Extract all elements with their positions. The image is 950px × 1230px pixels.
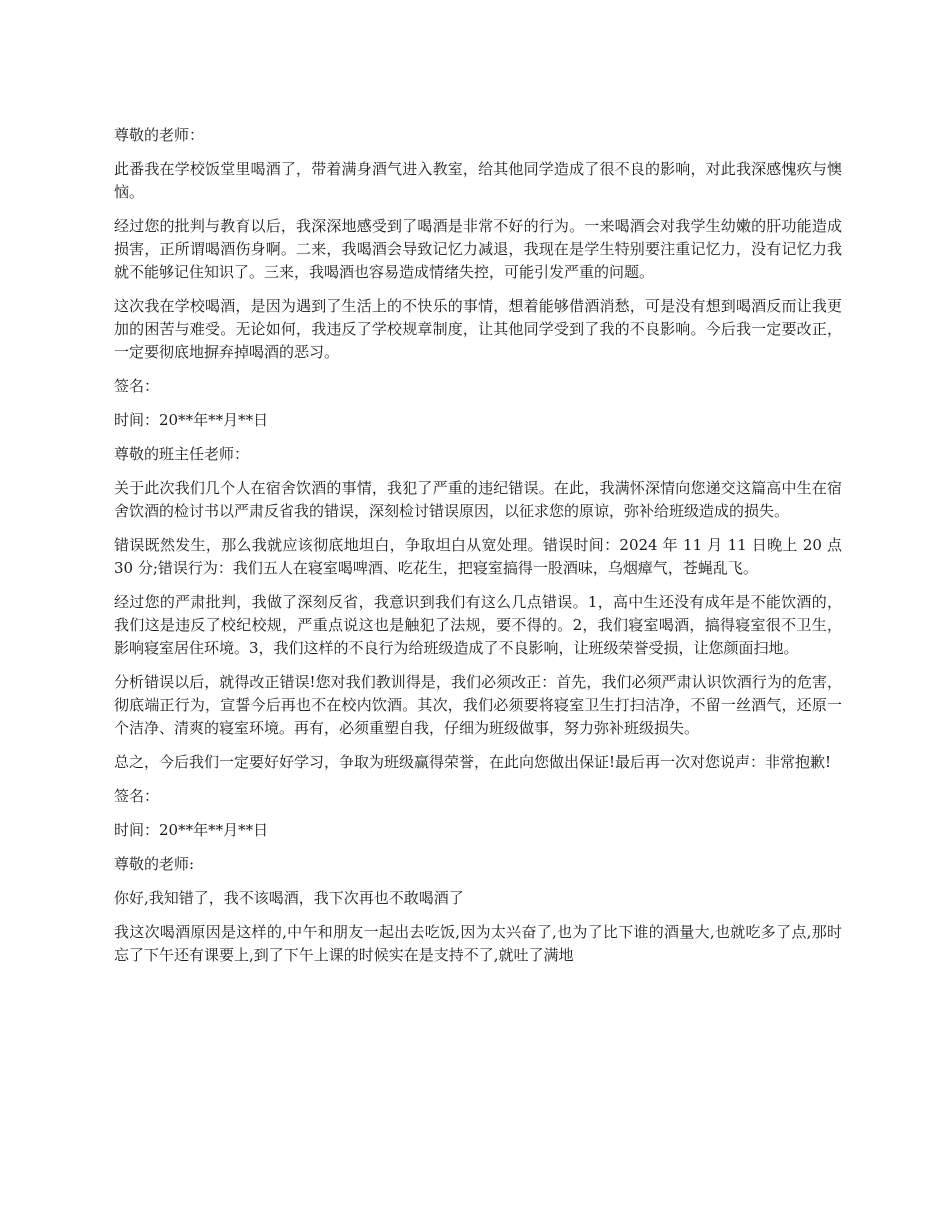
- letter1-paragraph-2: 经过您的批判与教育以后，我深深地感受到了喝酒是非常不好的行为。一来喝酒会对我学生幼嫩的肝功能造成损害，正所谓喝酒伤身啊。二来，我喝酒会导致记忆力减退，我现在是学生特别要注重记忆力，没有记忆力我就不能够记住知识了。三来，我喝酒也容易造成情绪失控，可能引发严重的问题。: [114, 217, 842, 281]
- letter1-salutation: 尊敬的老师：: [114, 126, 205, 144]
- letter3-paragraph-2: 我这次喝酒原因是这样的,中午和朋友一起出去吃饭,因为太兴奋了,也为了比下谁的酒量大,也就吃多了点,那时忘了下午还有课要上,到了下午上课的时候实在是支持不了,就吐了满地: [114, 923, 842, 964]
- letter1-date: 时间：20**年**月**日: [114, 411, 269, 429]
- letter1-signature: 签名：: [114, 377, 160, 395]
- letter3-salutation: 尊敬的老师:: [114, 855, 195, 873]
- letter2-paragraph-2: 错误既然发生，那么我就应该彻底地坦白，争取坦白从宽处理。错误时间：2024 年 11 月 11 日晚上 20 点 30 分;错误行为：我们五人在寝室喝啤酒、吃花生，把寝室搞得一股酒味，乌烟瘴气，苍蝇乱飞。: [114, 536, 842, 577]
- letter1-paragraph-3: 这次我在学校喝酒，是因为遇到了生活上的不快乐的事情，想着能够借酒消愁，可是没有想到喝酒反而让我更加的困苦与难受。无论如何，我违反了学校规章制度，让其他同学受到了我的不良影响。今后我一定要改正，一定要彻底地摒弃掉喝酒的恶习。: [114, 297, 842, 361]
- letter2-paragraph-5: 总之，今后我们一定要好好学习，争取为班级赢得荣誉，在此向您做出保证!最后再一次对您说声：非常抱歉!: [114, 753, 832, 771]
- letter2-paragraph-1: 关于此次我们几个人在宿舍饮酒的事情，我犯了严重的违纪错误。在此，我满怀深情向您递交这篇高中生在宿舍饮酒的检讨书以严肃反省我的错误，深刻检讨错误原因，以征求您的原谅，弥补给班级造成的损失。: [114, 479, 842, 520]
- letter2-paragraph-3: 经过您的严肃批判，我做了深刻反省，我意识到我们有这么几点错误。1，高中生还没有成年是不能饮酒的，我们这是违反了校纪校规，严重点说这也是触犯了法规，要不得的。2，我们寝室喝酒，搞得寝室很不卫生，影响寝室居住环境。3，我们这样的不良行为给班级造成了不良影响，让班级荣誉受损，让您颜面扫地。: [114, 593, 842, 657]
- letter2-date: 时间：20**年**月**日: [114, 821, 269, 839]
- letter2-salutation: 尊敬的班主任老师：: [114, 445, 250, 463]
- document-page: [114, 124, 842, 978]
- letter1-paragraph-1: 此番我在学校饭堂里喝酒了，带着满身酒气进入教室，给其他同学造成了很不良的影响，对此我深感愧疚与懊恼。: [114, 160, 842, 201]
- letter3-paragraph-1: 你好,我知错了，我不该喝酒，我下次再也不敢喝酒了: [114, 889, 464, 907]
- letter2-paragraph-4: 分析错误以后，就得改正错误!您对我们教训得是，我们必须改正：首先，我们必须严肃认识饮酒行为的危害，彻底端正行为，宣誓今后再也不在校内饮酒。其次，我们必须要将寝室卫生打扫洁净，不留一丝酒气，还原一个洁净、清爽的寝室环境。再有，必须重塑自我，仔细为班级做事，努力弥补班级损失。: [114, 673, 842, 737]
- letter2-signature: 签名：: [114, 787, 160, 805]
